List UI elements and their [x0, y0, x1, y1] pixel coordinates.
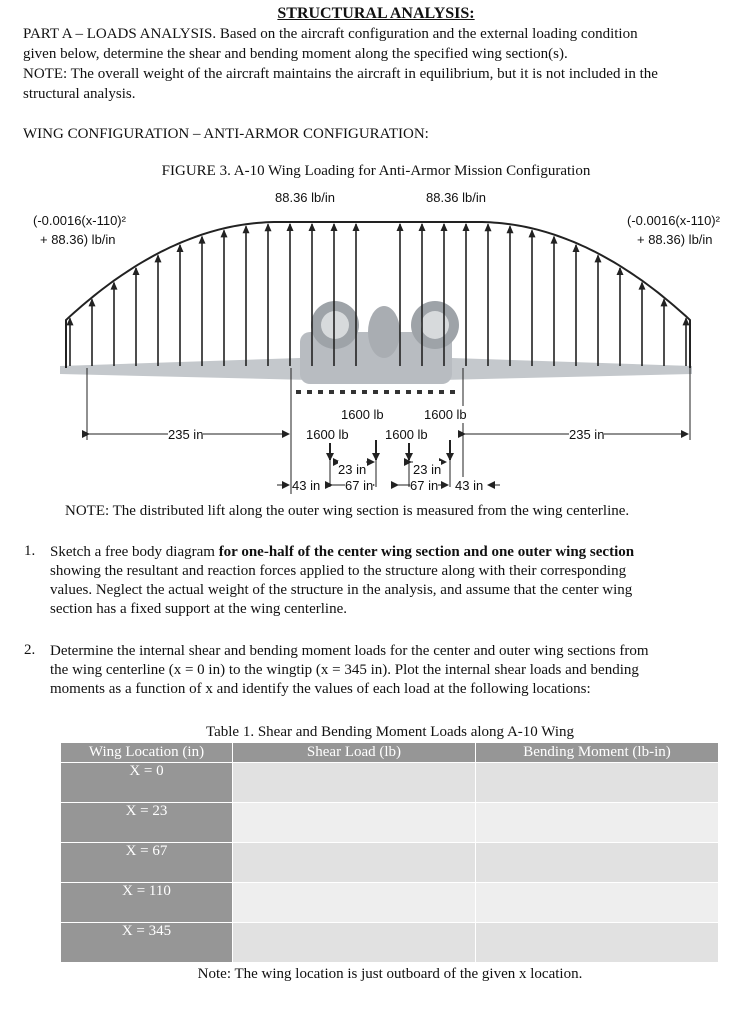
figure-caption: FIGURE 3. A-10 Wing Loading for Anti-Armor Mission Configuration [161, 163, 591, 179]
part-a-line-2: given below, determine the shear and bending moment along the specified wing section(s). [23, 46, 568, 62]
outer-load-left-line1: (-0.0016(x-110)² [33, 213, 126, 228]
load-arrow-head [243, 225, 250, 233]
wing-loading-figure [0, 182, 752, 502]
force-label-lower-right: 1600 lb [385, 427, 428, 442]
load-arrow-head [353, 223, 360, 231]
load-arrow-head [463, 223, 470, 231]
row-location: X = 110 [61, 883, 233, 923]
wing-loading-diagram [0, 182, 752, 497]
moment-cell[interactable] [476, 923, 719, 963]
load-arrow-head [221, 229, 228, 237]
load-arrow-head [199, 236, 206, 244]
page-title: STRUCTURAL ANALYSIS: [277, 5, 475, 22]
config-heading: WING CONFIGURATION – ANTI-ARMOR CONFIGURATION: [23, 126, 429, 142]
loads-table [60, 742, 719, 963]
part-a-line-1: PART A – LOADS ANALYSIS. Based on the aircraft configuration and the external loading condition [23, 26, 638, 42]
table-row [61, 803, 719, 843]
shear-cell[interactable] [233, 763, 476, 803]
load-arrow-head [331, 223, 338, 231]
header-wing-location: Wing Location (in) [61, 743, 233, 763]
load-arrow-head [573, 244, 580, 252]
question-2-line-2: the wing centerline (x = 0 in) to the wingtip (x = 345 in). Plot the internal shear loads and bending [50, 662, 639, 678]
load-arrow-head [287, 223, 294, 231]
left-engine-fan [321, 311, 349, 339]
header-bending-moment: Bending Moment (lb-in) [476, 743, 719, 763]
load-label-inner-left: 88.36 lb/in [275, 190, 335, 205]
row-location: X = 345 [61, 923, 233, 963]
moment-cell[interactable] [476, 843, 719, 883]
load-arrow-head [397, 223, 404, 231]
dim-label-67-left: 67 in [345, 478, 374, 493]
dim-label-43-right: 43 in [455, 478, 484, 493]
cockpit-shape [368, 306, 400, 358]
question-1-line-1 [50, 543, 740, 562]
point-forces [330, 440, 450, 460]
table-caption: Table 1. Shear and Bending Moment Loads along A-10 Wing [205, 724, 574, 740]
force-label-lower-left: 1600 lb [306, 427, 349, 442]
question-2-number: 2. [24, 642, 36, 658]
force-label-upper-left: 1600 lb [341, 407, 384, 422]
load-label-inner-right: 88.36 lb/in [426, 190, 486, 205]
table-row [61, 843, 719, 883]
question-1-line-2: showing the resultant and reaction forces applied to the structure along with their corresponding [50, 563, 627, 579]
row-location: X = 67 [61, 843, 233, 883]
load-arrow-head [177, 244, 184, 252]
load-arrow-head [551, 236, 558, 244]
question-1-text: Sketch a free body diagram [50, 544, 219, 560]
moment-cell[interactable] [476, 803, 719, 843]
figure-note: NOTE: The distributed lift along the outer wing section is measured from the wing centerline. [65, 503, 630, 519]
question-1-emphasis: for one-half of the center wing section and one outer wing section [218, 544, 635, 560]
question-2-line-3: moments as a function of x and identify the values of each load at the following locations: [50, 681, 591, 697]
shear-cell[interactable] [233, 803, 476, 843]
shear-cell[interactable] [233, 843, 476, 883]
dim-label-43-left: 43 in [292, 478, 321, 493]
moment-cell[interactable] [476, 763, 719, 803]
left-wing-shape [60, 358, 310, 380]
load-arrow-head [529, 229, 536, 237]
part-a-line-4: structural analysis. [23, 86, 136, 102]
span-label-left: 235 in [168, 427, 204, 442]
force-label-upper-right: 1600 lb [424, 407, 467, 422]
right-wing-shape [442, 358, 692, 380]
load-arrow-head [265, 223, 272, 231]
row-location: X = 23 [61, 803, 233, 843]
dim-label-23-left: 23 in [338, 462, 367, 477]
load-arrow-head [485, 223, 492, 231]
header-shear-load: Shear Load (lb) [233, 743, 476, 763]
dim-label-23-right: 23 in [413, 462, 442, 477]
bottom-note: Note: The wing location is just outboard of the given x location. [197, 966, 583, 982]
question-1-number: 1. [24, 543, 36, 559]
row-location: X = 0 [61, 763, 233, 803]
part-a-line-3: NOTE: The overall weight of the aircraft maintains the aircraft in equilibrium, but it is not included in the [23, 66, 658, 82]
table-row [61, 883, 719, 923]
load-arrow-head [441, 223, 448, 231]
outer-load-right-line2: + 88.36) lb/in [637, 232, 713, 247]
load-arrow-head [419, 223, 426, 231]
span-label-right: 235 in [569, 427, 605, 442]
outer-load-right-line1: (-0.0016(x-110)² [627, 213, 720, 228]
load-arrow-head [309, 223, 316, 231]
shear-cell[interactable] [233, 883, 476, 923]
dim-label-67-right: 67 in [410, 478, 439, 493]
moment-cell[interactable] [476, 883, 719, 923]
shear-cell[interactable] [233, 923, 476, 963]
load-arrow-head [507, 225, 514, 233]
outer-load-left-line2: + 88.36) lb/in [40, 232, 116, 247]
table-row [61, 763, 719, 803]
question-1-line-4: section has a fixed support at the wing centerline. [50, 601, 347, 617]
table-row [61, 923, 719, 963]
question-1-line-3: values. Neglect the actual weight of the structure in the analysis, and assume that the center wing [50, 582, 633, 598]
question-2-line-1: Determine the internal shear and bending moment loads for the center and outer wing sections from [50, 643, 649, 659]
table-header-row [61, 743, 719, 763]
